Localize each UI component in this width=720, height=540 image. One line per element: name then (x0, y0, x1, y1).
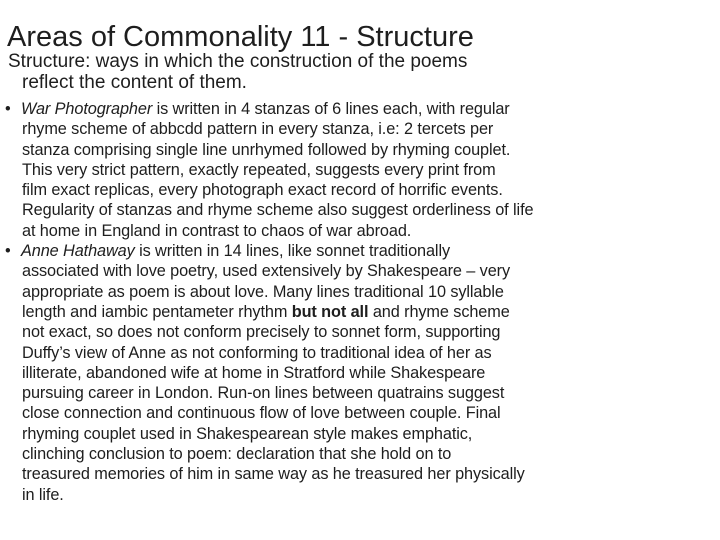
intro-line-1: Structure: ways in which the construction of the poems (8, 51, 468, 72)
bullet-text-line (22, 221, 715, 241)
text-run: rhyme scheme of abbcdd pattern in every stanza, i.e: 2 tercets per (22, 120, 494, 139)
poem-title: Anne Hathaway (21, 242, 135, 261)
bullet-list (5, 99, 715, 505)
text-run: clinching conclusion to poem: declaration that she hold on to (22, 445, 452, 464)
text-run: treasured memories of him in same way as he treasured her physically (22, 465, 525, 484)
bullet-text-line (22, 180, 715, 200)
text-run: This very strict pattern, exactly repeated, suggests every print from (22, 160, 496, 179)
bullet-text-line (22, 200, 715, 220)
emphasis-text: but not all (291, 302, 369, 321)
text-run: in life. (22, 485, 64, 504)
bullet-text-line (22, 464, 715, 484)
text-run: Regularity of stanzas and rhyme scheme also suggest orderliness of life (22, 201, 534, 220)
text-run: is written in 14 lines, like sonnet traditionally (134, 242, 451, 261)
text-run: Duffy’s view of Anne as not conforming to traditional idea of her as (22, 343, 492, 362)
bullet-text-line (22, 363, 715, 383)
bullet-text-line (22, 424, 715, 444)
text-run: illiterate, abandoned wife at home in Stratford while Shakespeare (22, 363, 486, 382)
bullet-text-line (22, 383, 715, 403)
bullet-text-line (22, 485, 715, 505)
bullet-marker: • (5, 242, 11, 261)
text-run: length and iambic pentameter rhythm (22, 302, 292, 321)
bullet-text-line (22, 444, 715, 464)
text-run: at home in England in contrast to chaos of war abroad. (22, 221, 412, 240)
slide-title: Areas of Commonality 11 - Structure (7, 21, 474, 54)
bullet-text-line (22, 119, 715, 139)
bullet-text-line (22, 160, 715, 180)
bullet-text-line (22, 403, 715, 423)
text-run: appropriate as poem is about love. Many lines traditional 10 syllable (22, 282, 504, 301)
text-run: not exact, so does not conform precisely to sonnet form, supporting (22, 323, 501, 342)
bullet-item (5, 99, 715, 241)
bullet-text-line (22, 282, 715, 302)
bullet-text-line (22, 322, 715, 342)
text-run: film exact replicas, every photograph exact record of horrific events. (22, 181, 503, 200)
text-run: is written in 4 stanzas of 6 lines each, with regular (152, 100, 510, 118)
text-run: pursuing career in London. Run-on lines between quatrains suggest (22, 384, 505, 403)
bullet-marker: • (5, 100, 11, 118)
text-run: rhyming couplet used in Shakespearean style makes emphatic, (22, 424, 473, 443)
intro-paragraph (8, 51, 714, 93)
bullet-text-line (22, 261, 715, 281)
bullet-text-line (21, 241, 715, 261)
text-run: associated with love poetry, used extensively by Shakespeare – very (22, 262, 511, 281)
bullet-text-line (22, 343, 715, 363)
text-run: and rhyme scheme (368, 302, 510, 321)
bullet-item (5, 241, 715, 505)
text-run: stanza comprising single line unrhymed followed by rhyming couplet. (22, 140, 511, 159)
text-run: close connection and continuous flow of love between couple. Final (22, 404, 501, 423)
intro-line-2: reflect the content of them. (22, 72, 247, 93)
poem-title: War Photographer (21, 100, 153, 118)
bullet-text-line (21, 99, 715, 119)
bullet-text-line (22, 140, 715, 160)
bullet-text-line (22, 302, 715, 322)
